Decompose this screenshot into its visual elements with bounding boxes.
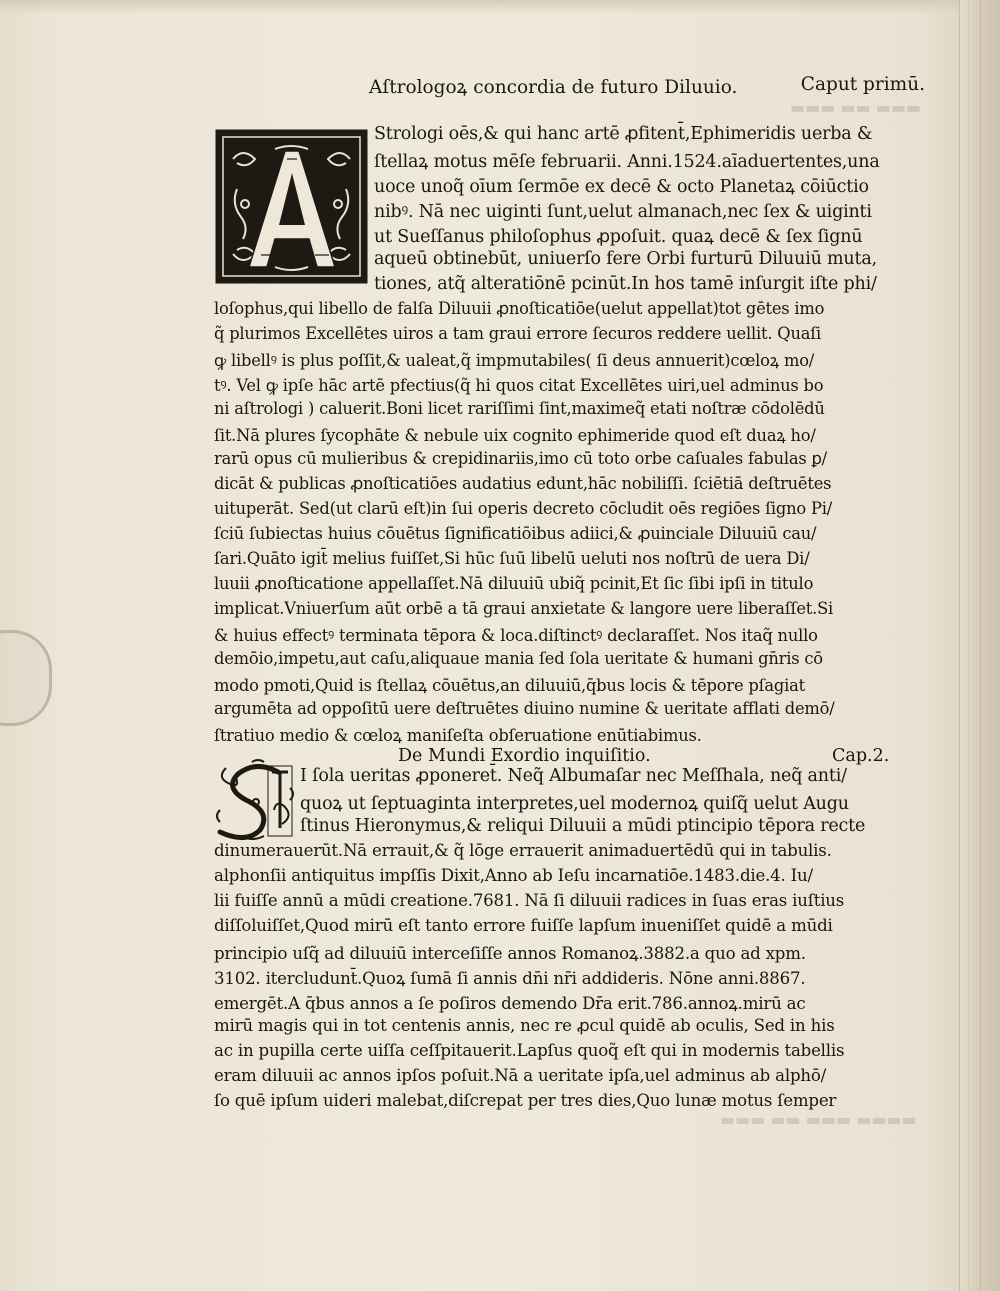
chapter1-line: tiones, atq̃ alteratiōnē pcinūt.In hos tamē inſurgit iſte phi/	[374, 274, 877, 294]
chapter1-line: luuii ꝓnoſticatione appellaſſet.Nā diluuiū ubiq̃ pcinit,Et ſic ſibi ipſi in titulo	[214, 574, 814, 593]
chapter2-line: diſſoluiſſet,Quod mirū eſt tanto errore fuiſſe lapſum inueniſſet quidē a mūdi	[214, 916, 833, 935]
chapter1-line: ꝙ libellꝰ is plus poſſit,& ualeat,q̃ impmutabiles( ſi deus annuerit)cœloꝝ mo/	[214, 351, 815, 370]
chapter2-line: ſo quē ipſum uideri malebat,diſcrepat per tres dies,Quo lunæ motus ſemper	[214, 1091, 837, 1110]
chapter1-line: q̃ plurimos Excellētes uiros a tam graui errore ſecuros reddere uellit. Quaſi	[214, 324, 822, 343]
chapter2-heading-number: Cap.2.	[832, 746, 890, 766]
chapter1-line: ſari.Quāto igit̄ melius fuiſſet,Si hūc ſuū libelū ueluti nos noſtrū de uera Di/	[214, 549, 810, 568]
chapter1-line: dicāt & publicas ꝓnoſticatiōes audatius edunt,hāc nobiliſſi. ſciētiā deſtruētes	[214, 474, 832, 493]
chapter2-line: dinumerauerūt.Nā errauit,& q̃ lōge errauerit animaduertēdū qui in tabulis.	[214, 841, 832, 860]
chapter1-line: ſtratiuo medio & cœloꝝ maniſeſta obſeruatione enūtiabimus.	[214, 726, 702, 745]
chapter1-line: modo pmoti,Quid is ſtellaꝝ cōuētus,an diluuiū,q̄bus locis & tēpore pſagiat	[214, 676, 805, 695]
show-through-2: ▬▬▬▬ ▬▬▬ ▬▬ ▬▬▬	[720, 1110, 917, 1129]
running-head-chapter: Caput primū.	[800, 74, 925, 95]
chapter1-line: loſophus,qui libello de falſa Diluuii ꝓnoſticatiōe(uelut appellat)tot gētes imo	[214, 299, 825, 318]
chapter1-line: & huius effectꝰ terminata tēpora & loca.diſtinctꝰ declaraſſet. Nos itaq̃ nullo	[214, 626, 818, 645]
chapter2-line: lii fuiſſe annū a mūdi creatione.7681. Nā ſi diluuii radices in ſuas eras iuſtius	[214, 891, 845, 910]
chapter2-line: eram diluuii ac annos ipſos poſuit.Nā a ueritate ipſa,uel adminus ab alphō/	[214, 1066, 827, 1085]
chapter1-line: ut Sueſſanus philoſophus ꝓpoſuit. quaꝝ decē & ſex ſignū	[374, 227, 863, 247]
chapter2-line: ſtinus Hieronymus,& reliqui Diluuii a mūdi ptincipio tēpora recte	[300, 816, 866, 836]
chapter1-line: tꝰ. Vel ꝙ ipſe hāc artē pfectius(q̃ hi quos citat Excellētes uiri,uel adminus bo	[214, 376, 824, 395]
chapter1-line: uituperāt. Sed(ut clarū eſt)in ſui operis decreto cōcludit oēs regiōes ſigno Pi/	[214, 499, 833, 518]
chapter1-line: ni aſtrologi ) caluerit.Boni licet rariſſimi ſint,maximeq̃ etati noſtræ cōdolēdū	[214, 399, 825, 418]
decorated-initial-s	[212, 758, 300, 844]
chapter1-line: demōio,impetu,aut caſu,aliquaue mania ſed ſola ueritate & humani gn̄ris cō	[214, 649, 823, 668]
chapter2-line: ac in pupilla certe uiſſa ceſſpitauerit.Lapſus quoq̃ eſt qui in modernis tabellis	[214, 1041, 845, 1060]
chapter1-line: ſciū ſubiectas huius cōuētus ſignificatiōibus adiici,& ꝓuinciale Diluuiū cau/	[214, 524, 817, 543]
paper-clip-mark	[0, 630, 52, 726]
chapter1-line: nibꝰ. Nā nec uiginti ſunt,uelut almanach,nec ſex & uiginti	[374, 202, 872, 222]
chapter1-line: ſit.Nā plures ſycophāte & nebule uix cognito ephimeride quod eſt duaꝝ ho/	[214, 426, 816, 445]
chapter1-line: Strologi oēs,& qui hanc artē ꝓfitent̄,Ephimeridis uerba &	[374, 124, 873, 144]
chapter2-line: emergēt.A q̄bus annos a ſe poſiros demendo Dr̄a erit.786.annoꝝ.mirū ac	[214, 994, 806, 1013]
chapter1-line: rarū opus cū mulieribus & crepidinariis,imo cū toto orbe caſuales fabulas ꝑ/	[214, 449, 827, 468]
chapter2-heading-title: De Mundi Exordio inquiſitio.	[398, 746, 651, 766]
page-top-shadow	[0, 0, 1000, 14]
chapter1-line: ſtellaꝝ motus mēſe februarii. Anni.1524.aīaduertentes,una	[374, 152, 880, 172]
chapter2-line: principio uſq̃ ad diluuiū interceſiſſe annos Romanoꝝ.3882.a quo ad xpm.	[214, 944, 806, 963]
chapter2-line: alphonſii antiquitus impſſis Dixit,Anno ab Ieſu incarnatiōe.1483.die.4. Iu/	[214, 866, 813, 885]
chapter2-line: I ſola ueritas ꝓponeret̄. Neq̃ Albumaſar nec Meſſhala, neq̃ anti/	[300, 766, 847, 786]
chapter2-line: 3102. itercludunt̄.Quoꝝ ſumā ſi annis dn̄i nr̄i addideris. Nōne anni.8867.	[214, 969, 806, 988]
chapter1-line: uoce unoq̃ oīum ſermōe ex decē & octo Planetaꝝ cōiūctio	[374, 177, 869, 197]
running-head-title: Aſtrologoꝝ concordia de futuro Diluuio.	[369, 77, 738, 98]
chapter2-line: mirū magis qui in tot centenis annis, nec re ꝓcul quidē ab oculis, Sed in his	[214, 1016, 835, 1035]
show-through-1: ▬▬▬ ▬▬ ▬▬▬	[790, 98, 922, 117]
chapter1-line: implicat.Vniuerſum aūt orbē a tā graui anxietate & langore uere liberaſſet.Si	[214, 599, 834, 618]
chapter2-line: quoꝝ ut ſeptuaginta interpretes,uel modernoꝝ quiſq̃ uelut Augu	[300, 794, 849, 814]
chapter1-line: aqueū obtinebūt, uniuerſo fere Orbi furturū Diluuiū muta,	[374, 249, 877, 269]
stacked-page-edges	[959, 0, 1000, 1291]
decorated-initial-a	[215, 129, 368, 284]
chapter1-line: argumēta ad oppoſitū uere deſtruētes diuino numine & ueritate afflati demō/	[214, 699, 835, 718]
